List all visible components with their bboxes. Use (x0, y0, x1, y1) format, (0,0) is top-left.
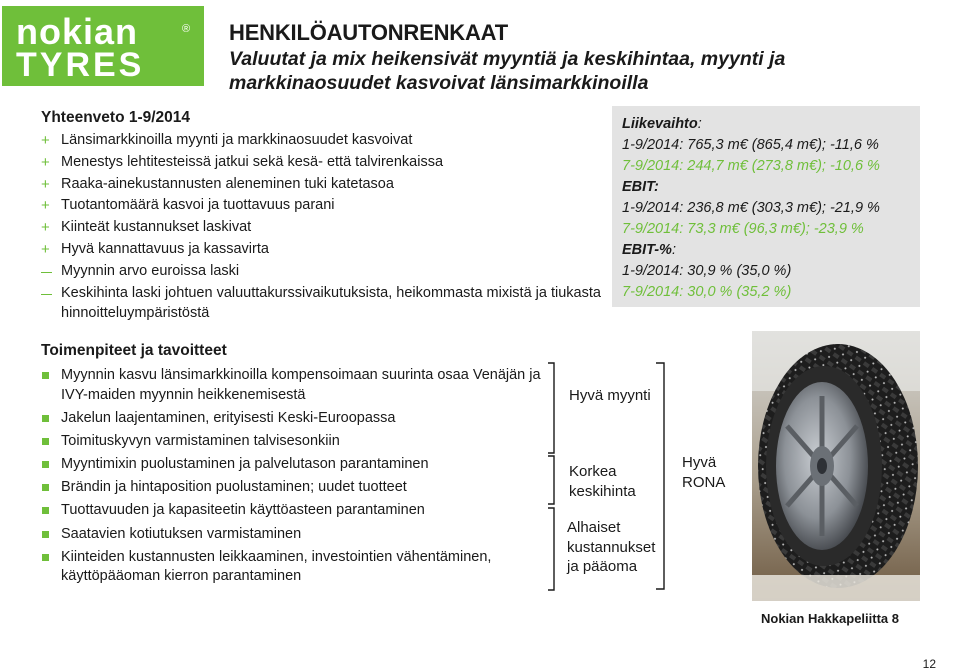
bullet-square-icon (42, 554, 49, 561)
bracket-label-rona: Hyvä RONA (682, 454, 726, 491)
bullet-square-icon (42, 415, 49, 422)
plus-marker: + (41, 197, 50, 215)
kpi-row: 7-9/2014: 30,0 % (35,2 %) (622, 284, 792, 300)
kpi-label-suffix: : (697, 116, 702, 132)
action-item-text: Tuottavuuden ja kapasiteetin käyttöasteen parantaminen (61, 502, 425, 519)
bracket-costs (546, 507, 560, 591)
action-item (41, 432, 541, 452)
plus-marker: + (41, 175, 50, 193)
action-item (41, 478, 541, 498)
bracket-label-price: Korkea keskihinta (569, 463, 636, 500)
action-item (41, 501, 541, 521)
summary-item (41, 239, 606, 261)
kpi-row (622, 177, 920, 198)
bullet-square-icon (42, 484, 49, 491)
page-title: HENKILÖAUTONRENKAAT (229, 20, 508, 45)
bullet-square-icon (42, 438, 49, 445)
kpi-row: 7-9/2014: 73,3 m€ (96,3 m€); -23,9 % (622, 221, 864, 237)
summary-item (41, 130, 606, 152)
bullet-square-icon (42, 372, 49, 379)
kpi-label-suffix: : (671, 242, 676, 258)
action-item (41, 366, 541, 405)
action-item-text: Myynnin kasvu länsimarkkinoilla kompensoimaan suurinta osaa Venäjän ja IVY-maiden myynnin heikkenemisestä (61, 367, 541, 403)
kpi-row: 1-9/2014: 765,3 m€ (865,4 m€); -11,6 % (622, 137, 879, 153)
summary-item (41, 152, 606, 174)
kpi-row (622, 114, 920, 135)
tire-caption: Nokian Hakkapeliitta 8 (761, 611, 899, 626)
action-item-text: Jakelun laajentaminen, erityisesti Keski-Euroopassa (61, 409, 396, 426)
kpi-label: EBIT: (622, 179, 659, 195)
svg-text:nokian: nokian (16, 11, 139, 52)
minus-marker (41, 272, 52, 274)
actions-list (41, 366, 541, 591)
action-item-text: Brändin ja hintaposition puolustaminen; uudet tuotteet (61, 479, 407, 496)
plus-marker: + (41, 153, 50, 171)
bracket-sales (546, 362, 560, 454)
kpi-row: 1-9/2014: 236,8 m€ (303,3 m€); -21,9 % (622, 200, 880, 216)
action-item-text: Saatavien kotiutuksen varmistaminen (61, 525, 302, 542)
kpi-box (612, 106, 920, 307)
action-item (41, 548, 541, 587)
action-item-text: Kiinteiden kustannusten leikkaaminen, investointien vähentäminen, käyttöpääoman kierron parantaminen (61, 548, 492, 585)
bracket-label-sales: Hyvä myynti (569, 387, 651, 404)
kpi-row: 7-9/2014: 244,7 m€ (273,8 m€); -10,6 % (622, 158, 880, 174)
summary-item (41, 174, 606, 196)
page-number: 12 (922, 657, 936, 670)
svg-text:®: ® (182, 23, 191, 35)
svg-text:TYRES: TYRES (16, 46, 145, 84)
nokian-tyres-logo (2, 6, 204, 86)
minus-marker (41, 294, 52, 296)
summary-item (41, 217, 606, 239)
summary-list (41, 130, 606, 323)
summary-item-text: Kiinteät kustannukset laskivat (61, 219, 252, 236)
kpi-row: 1-9/2014: 30,9 % (35,0 %) (622, 263, 792, 279)
action-item (41, 409, 541, 429)
action-item (41, 455, 541, 475)
plus-marker: + (41, 240, 50, 258)
summary-item-text: Hyvä kannattavuus ja kassavirta (61, 240, 269, 257)
kpi-row (622, 240, 920, 261)
bullet-square-icon (42, 461, 49, 468)
summary-heading: Yhteenveto 1-9/2014 (41, 109, 191, 126)
summary-item-text: Tuotantomäärä kasvoi ja tuottavuus parani (61, 197, 335, 214)
bracket-rona (654, 362, 672, 590)
summary-item (41, 195, 606, 217)
bracket-label-costs: Alhaiset kustannukset ja pääoma (567, 519, 656, 575)
action-item (41, 525, 541, 545)
page-subtitle: Valuutat ja mix heikensivät myyntiä ja keskihintaa, myynti ja markkinaosuudet kasvoivat länsimarkkinoilla (229, 48, 786, 94)
action-item-text: Myyntimixin puolustaminen ja palvelutason parantaminen (61, 456, 429, 473)
kpi-label: EBIT-% (622, 242, 672, 258)
bullet-square-icon (42, 507, 49, 514)
bracket-price (546, 455, 560, 505)
summary-item-text: Myynnin arvo euroissa laski (61, 262, 240, 279)
kpi-label: Liikevaihto (622, 116, 698, 132)
plus-marker: + (41, 219, 50, 237)
actions-heading: Toimenpiteet ja tavoitteet (41, 342, 227, 359)
summary-item-text: Länsimarkkinoilla myynti ja markkinaosuudet kasvoivat (61, 132, 413, 148)
summary-item-text: Raaka-ainekustannusten aleneminen tuki katetasoa (61, 175, 394, 192)
summary-item-text: Keskihinta laski johtuen valuuttakurssivaikutuksista, heikommasta mixistä ja tiukasta hinnoitteluympäristöstä (61, 284, 601, 321)
action-item-text: Toimituskyvyn varmistaminen talvisesonkiin (61, 432, 340, 449)
tire-photo (752, 331, 920, 601)
summary-item-text: Menestys lehtitesteissä jatkui sekä kesä- että talvirenkaissa (61, 153, 444, 170)
bullet-square-icon (42, 531, 49, 538)
plus-marker: + (41, 132, 50, 149)
summary-item (41, 283, 606, 323)
summary-item (41, 261, 606, 283)
